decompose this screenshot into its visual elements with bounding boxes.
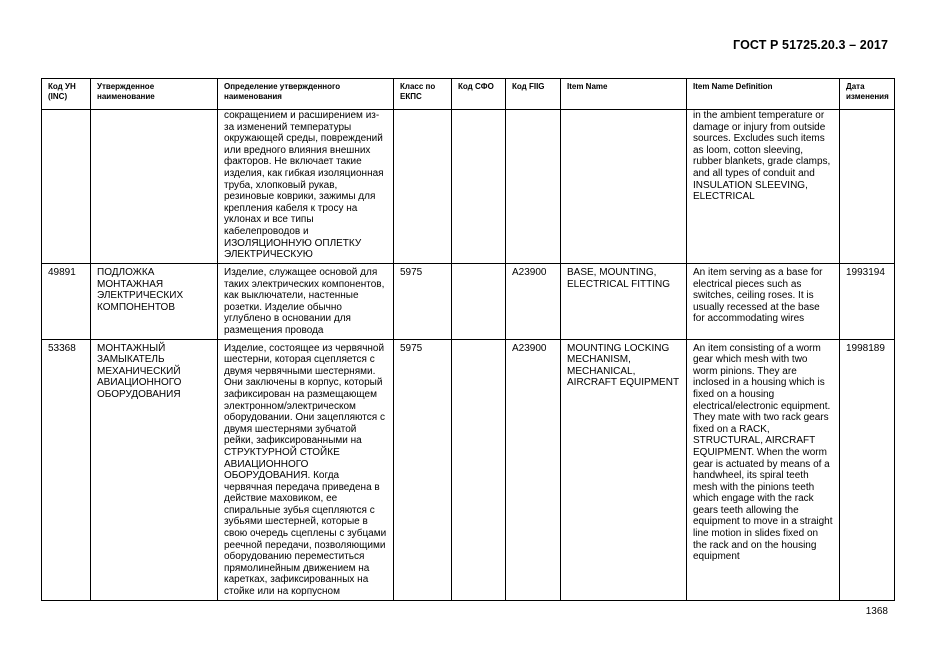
cell-change-date: 1993194: [840, 264, 895, 340]
cell-fiig-code: A23900: [506, 339, 561, 600]
cell-fsc-class: 5975: [394, 339, 452, 600]
cell-item-name: [561, 110, 687, 264]
cell-item-name-definition: in the ambient temperature or damage or injury from outside sources. Excludes such items as loom, cotton sleeving, rubber blankets, grade clamps, and all types of conduit and INSULATION SLEEVING, ELECTRICAL: [687, 110, 840, 264]
cell-definition-ru: Изделие, состоящее из червячной шестерни, которая сцепляется с двумя червячными шестернями. Они заключены в корпус, который зафиксирован на размещающем электронном/электрическом оборудовании. Они зацепляются с двумя шестернями зубчатой рейки, зафиксированными на СТРУКТУРНОЙ СТОЙКЕ АВИАЦИОННОГО ОБОРУДОВАНИЯ. Когда червячная передача приведена в действие маховиком, ее спиральные зубья сцепляются с зубьями шестерней, которые в свою очередь сцеплены с зубцами реечной передачи, позволяющими оборудованию переместиться прямолинейным движением на каретках, зафиксированных на стойке или на корпусном: [218, 339, 394, 600]
column-header-definition-ru: Определение утвержденного наименования: [218, 79, 394, 110]
table-row: [42, 110, 895, 264]
column-header-approved-name: Утвержденное наименование: [91, 79, 218, 110]
cell-definition-ru: сокращением и расширением из-за изменений температуры окружающей среды, повреждений или вредного влияния внешних факторов. Не включает такие изделия, как гибкая изоляционная труба, хлопковый рукав, резиновые коврики, зажимы для крепления кабеля к тросу на уклонах и все типы кабелепроводов и ИЗОЛЯЦИОННУЮ ОПЛЕТКУ ЭЛЕКТРИЧЕСКУЮ: [218, 110, 394, 264]
column-header-sfo-code: Код СФО: [452, 79, 506, 110]
cell-sfo-code: [452, 339, 506, 600]
cell-approved-name: [91, 110, 218, 264]
cell-approved-name: ПОДЛОЖКА МОНТАЖНАЯ ЭЛЕКТРИЧЕСКИХ КОМПОНЕНТОВ: [91, 264, 218, 340]
cell-approved-name: МОНТАЖНЫЙ ЗАМЫКАТЕЛЬ МЕХАНИЧЕСКИЙ АВИАЦИОННОГО ОБОРУДОВАНИЯ: [91, 339, 218, 600]
cell-fiig-code: [506, 110, 561, 264]
cell-inc: 49891: [42, 264, 91, 340]
cell-definition-ru: Изделие, служащее основой для таких электрических компонентов, как выключатели, настенные розетки. Изделие обычно углублено в основании для размещения провода: [218, 264, 394, 340]
column-header-fsc-class: Класс по ЕКПС: [394, 79, 452, 110]
cell-item-name: MOUNTING LOCKING MECHANISM, MECHANICAL, AIRCRAFT EQUIPMENT: [561, 339, 687, 600]
cell-item-name-definition: An item consisting of a worm gear which mesh with two worm pinions. They are inclosed in a housing which is fixed on a housing electrical/electronic equipment. They mate with two rack gears fixed on a RACK, STRUCTURAL, AIRCRAFT EQUIPMENT. When the worm gear is actuated by means of a handwheel, its spiral teeth mesh with the pinions teeth which engage with the rack gears teeth allowing the equipment to move in a straight line motion in slides fixed on the rack and on the housing equipment: [687, 339, 840, 600]
catalog-table: [41, 78, 895, 601]
column-header-item-name: Item Name: [561, 79, 687, 110]
table-header-row: [42, 79, 895, 110]
cell-fiig-code: A23900: [506, 264, 561, 340]
page-number: 1368: [865, 606, 888, 617]
column-header-change-date: Дата изменения: [840, 79, 895, 110]
cell-inc: [42, 110, 91, 264]
cell-sfo-code: [452, 110, 506, 264]
column-header-fiig-code: Код FIIG: [506, 79, 561, 110]
cell-sfo-code: [452, 264, 506, 340]
column-header-inc: Код УН (INC): [42, 79, 91, 110]
column-header-item-name-definition: Item Name Definition: [687, 79, 840, 110]
cell-change-date: [840, 110, 895, 264]
cell-fsc-class: [394, 110, 452, 264]
cell-item-name-definition: An item serving as a base for electrical pieces such as switches, ceiling roses. It is usually recessed at the base for accommodating wires: [687, 264, 840, 340]
cell-inc: 53368: [42, 339, 91, 600]
table-row: [42, 264, 895, 340]
cell-fsc-class: 5975: [394, 264, 452, 340]
cell-item-name: BASE, MOUNTING, ELECTRICAL FITTING: [561, 264, 687, 340]
document-code: ГОСТ Р 51725.20.3 – 2017: [733, 38, 888, 52]
table-row: [42, 339, 895, 600]
cell-change-date: 1998189: [840, 339, 895, 600]
